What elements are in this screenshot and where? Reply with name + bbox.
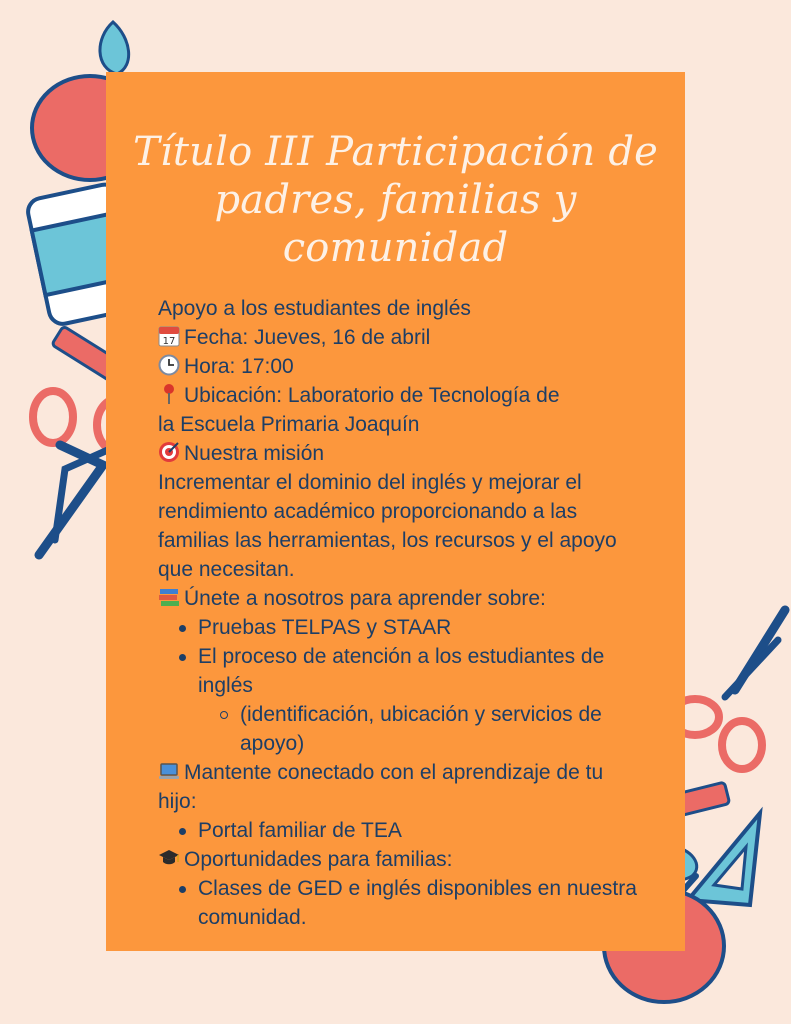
date-text: Fecha: Jueves, 16 de abril	[184, 326, 431, 349]
list-item: Portal familiar de TEA	[198, 816, 638, 845]
connect-list	[158, 816, 638, 845]
title-line: Título III Participación de	[132, 129, 659, 175]
list-item: (identificación, ubicación y servicios de apoyo)	[240, 700, 638, 758]
svg-text:17: 17	[162, 336, 176, 347]
flyer-body	[158, 294, 638, 932]
laptop-icon	[158, 760, 180, 782]
title-line: comunidad	[282, 225, 509, 271]
calendar-icon	[158, 325, 180, 347]
connect-row	[158, 758, 638, 816]
list-item: Clases de GED e inglés disponibles en nuestra comunidad.	[198, 874, 638, 932]
subtitle: Apoyo a los estudiantes de inglés	[158, 297, 471, 320]
location-row	[158, 381, 638, 410]
location-text-continued: la Escuela Primaria Joaquín	[158, 413, 420, 436]
list-item: Pruebas TELPAS y STAAR	[198, 613, 638, 642]
list-item: El proceso de atención a los estudiantes de inglés	[198, 642, 638, 700]
learn-row	[158, 584, 638, 613]
time-text: Hora: 17:00	[184, 355, 294, 378]
time-row	[158, 352, 638, 381]
graduation-cap-icon	[158, 847, 180, 869]
flyer-title	[106, 128, 685, 272]
opportunities-row	[158, 845, 638, 874]
date-row	[158, 323, 638, 352]
clock-icon	[158, 354, 180, 376]
mission-heading: Nuestra misión	[184, 442, 325, 465]
target-icon	[158, 441, 180, 463]
mission-row	[158, 439, 638, 468]
pin-icon	[158, 383, 180, 405]
opportunities-list	[158, 874, 638, 932]
learn-sublist	[158, 700, 638, 758]
learn-heading: Únete a nosotros para aprender sobre:	[184, 587, 546, 610]
opportunities-heading: Oportunidades para familias:	[184, 848, 453, 871]
books-icon	[158, 586, 180, 608]
learn-list	[158, 613, 638, 700]
title-line: padres, familias y	[214, 177, 577, 223]
mission-text: Incrementar el dominio del inglés y mejorar el rendimiento académico proporcionando a las familias las herramientas, los recursos y el apoyo que necesitan.	[158, 471, 617, 581]
location-text: Ubicación: Laboratorio de Tecnología de	[184, 384, 560, 407]
connect-heading: Mantente conectado con el aprendizaje de tu hijo:	[158, 761, 604, 813]
